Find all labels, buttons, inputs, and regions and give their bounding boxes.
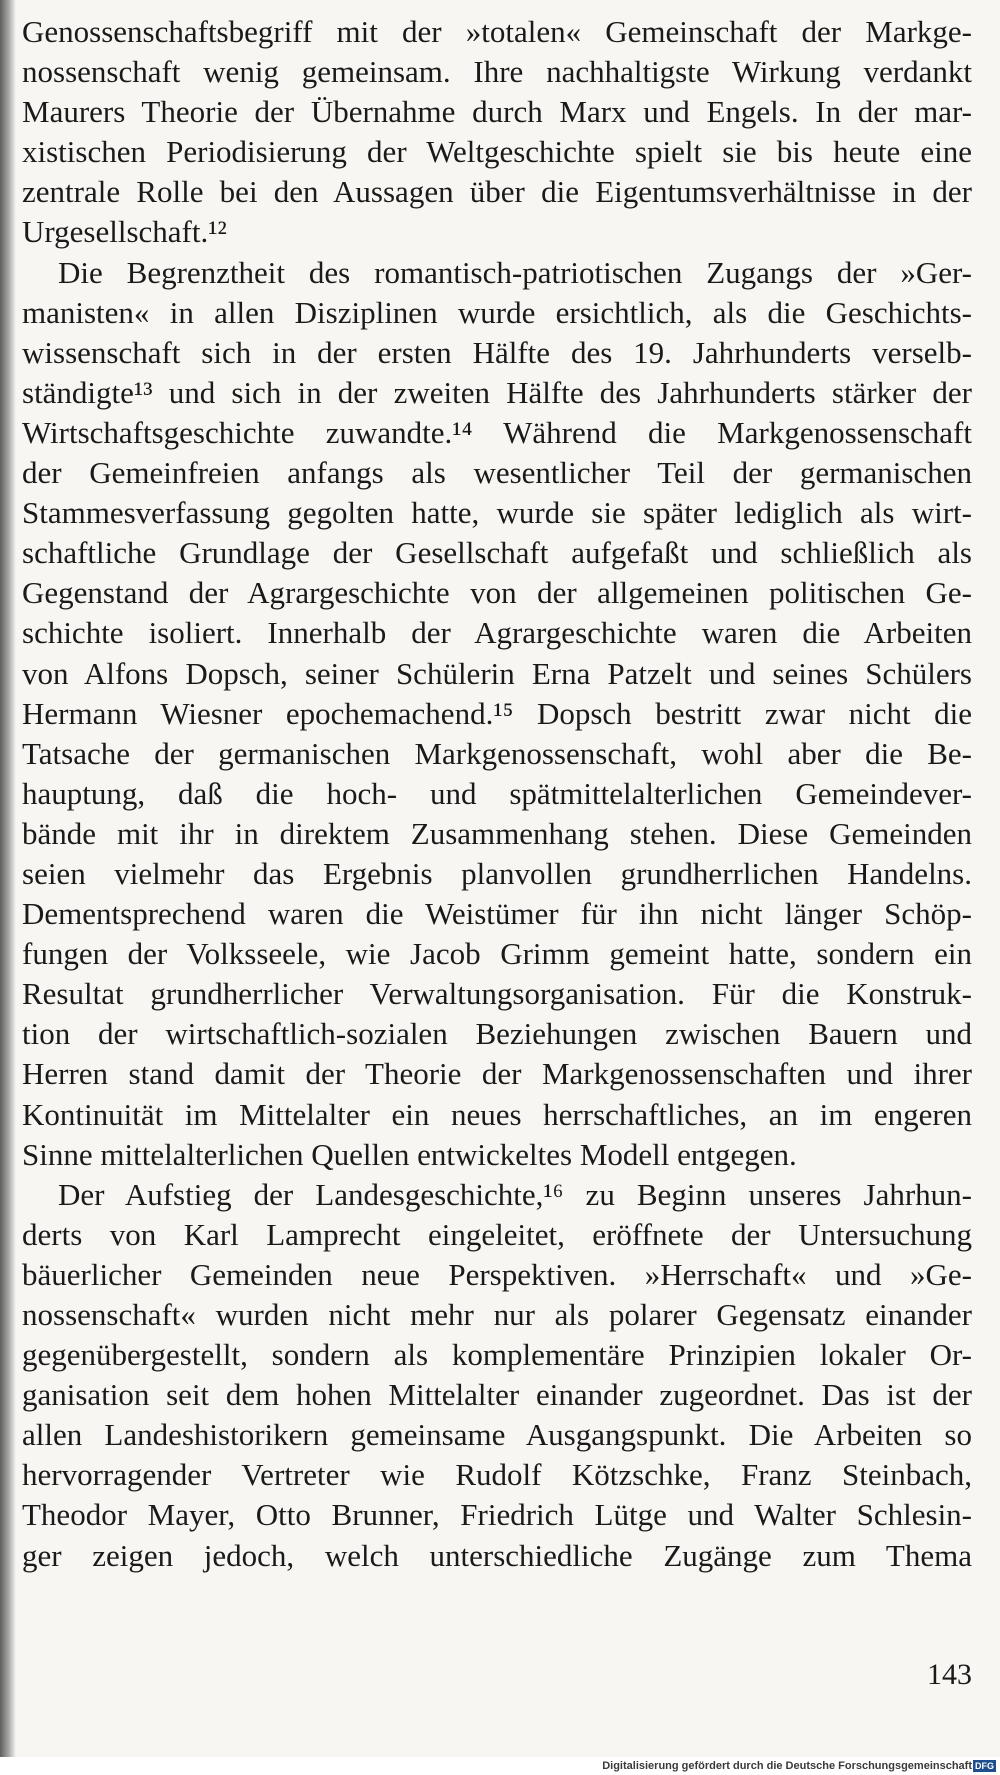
- text-line-12: der Gemeinfreien anfangs als wesentlicher Teil der germanischen: [22, 455, 972, 491]
- text-line-19: Tatsache der germanischen Markgenossenschaft, wohl aber die Be-: [22, 735, 972, 771]
- text-line-14: schaftliche Grundlage der Gesellschaft aufgefaßt und schließlich als: [22, 535, 972, 571]
- text-line-25: Resultat grundherrlicher Verwaltungsorganisation. Für die Konstruk-: [22, 976, 972, 1012]
- text-line-2: nossenschaft wenig gemeinsam. Ihre nachhaltigste Wirkung verdankt: [22, 54, 972, 90]
- text-line-4: xistischen Periodisierung der Weltgeschichte spielt sie bis heute eine: [22, 134, 972, 170]
- text-line-21: bände mit ihr in direktem Zusammenhang stehen. Diese Gemeinden: [22, 815, 972, 851]
- digitization-footer: [0, 1757, 1000, 1775]
- dfg-logo-icon: DFG: [975, 1761, 994, 1771]
- text-line-38: Theodor Mayer, Otto Brunner, Friedrich Lütge und Walter Schlesin-: [22, 1497, 972, 1533]
- text-line-8: manisten« in allen Disziplinen wurde ersichtlich, als die Geschichts-: [22, 294, 972, 330]
- text-line-29: Sinne mittelalterlichen Quellen entwickeltes Modell entgegen.: [22, 1136, 797, 1172]
- text-line-11: Wirtschaftsgeschichte zuwandte.¹⁴ Während die Markgenossenschaft: [22, 414, 972, 450]
- text-line-34: gegenübergestellt, sondern als komplementäre Prinzipien lokaler Or-: [22, 1337, 972, 1373]
- text-line-3: Maurers Theorie der Übernahme durch Marx und Engels. In der mar-: [22, 94, 972, 130]
- text-line-26: tion der wirtschaftlich-sozialen Beziehungen zwischen Bauern und: [22, 1016, 972, 1052]
- text-line-27: Herren stand damit der Theorie der Markgenossenschaften und ihrer: [22, 1056, 972, 1092]
- text-line-36: allen Landeshistorikern gemeinsame Ausgangspunkt. Die Arbeiten so: [22, 1417, 972, 1453]
- text-line-39: ger zeigen jedoch, welch unterschiedliche Zugänge zum Thema: [22, 1537, 972, 1573]
- text-line-10: ständigte¹³ und sich in der zweiten Hälfte des Jahrhunderts stärker der: [22, 374, 972, 410]
- text-line-5: zentrale Rolle bei den Aussagen über die Eigentumsverhältnisse in der: [22, 174, 972, 210]
- text-line-16: schichte isoliert. Innerhalb der Agrargeschichte waren die Arbeiten: [22, 615, 972, 651]
- text-line-1: Genossenschaftsbegriff mit der »totalen« Gemeinschaft der Markge-: [22, 14, 972, 49]
- text-line-35: ganisation seit dem hohen Mittelalter einander zugeordnet. Das ist der: [22, 1377, 972, 1413]
- text-line-13: Stammesverfassung gegolten hatte, wurde sie später lediglich als wirt-: [22, 495, 972, 531]
- text-line-32: bäuerlicher Gemeinden neue Perspektiven. »Herrschaft« und »Ge-: [22, 1256, 972, 1292]
- text-line-7: Die Begrenztheit des romantisch-patriotischen Zugangs der »Ger-: [58, 254, 972, 290]
- text-line-15: Gegenstand der Agrargeschichte von der allgemeinen politischen Ge-: [22, 575, 972, 611]
- text-line-30: Der Aufstieg der Landesgeschichte,¹⁶ zu Beginn unseres Jahrhun-: [58, 1176, 972, 1212]
- text-line-6: Urgesellschaft.¹²: [22, 214, 227, 250]
- text-line-37: hervorragender Vertreter wie Rudolf Kötzschke, Franz Steinbach,: [22, 1457, 972, 1493]
- funding-note: Digitalisierung gefördert durch die Deutsche Forschungsgemeinschaft: [602, 1760, 972, 1772]
- text-line-33: nossenschaft« wurden nicht mehr nur als polarer Gegensatz einander: [22, 1297, 972, 1332]
- text-line-20: hauptung, daß die hoch- und spätmittelalterlichen Gemeindever-: [22, 775, 972, 811]
- text-line-9: wissenschaft sich in der ersten Hälfte des 19. Jahrhunderts verselb-: [22, 334, 972, 370]
- body-text: [22, 12, 972, 1576]
- page-gutter-shadow: [0, 0, 16, 1760]
- text-line-24: fungen der Volksseele, wie Jacob Grimm gemeint hatte, sondern ein: [22, 936, 972, 972]
- page-number: 143: [927, 1658, 972, 1691]
- text-line-28: Kontinuität im Mittelalter ein neues herrschaftliches, an im engeren: [22, 1096, 972, 1132]
- text-line-17: von Alfons Dopsch, seiner Schülerin Erna Patzelt und seines Schülers: [22, 655, 972, 691]
- text-line-23: Dementsprechend waren die Weistümer für ihn nicht länger Schöp-: [22, 896, 972, 932]
- text-line-31: derts von Karl Lamprecht eingeleitet, eröffnete der Untersuchung: [22, 1216, 972, 1252]
- text-line-18: Hermann Wiesner epochemachend.¹⁵ Dopsch bestritt zwar nicht die: [22, 695, 972, 731]
- text-line-22: seien vielmehr das Ergebnis planvollen grundherrlichen Handelns.: [22, 855, 972, 891]
